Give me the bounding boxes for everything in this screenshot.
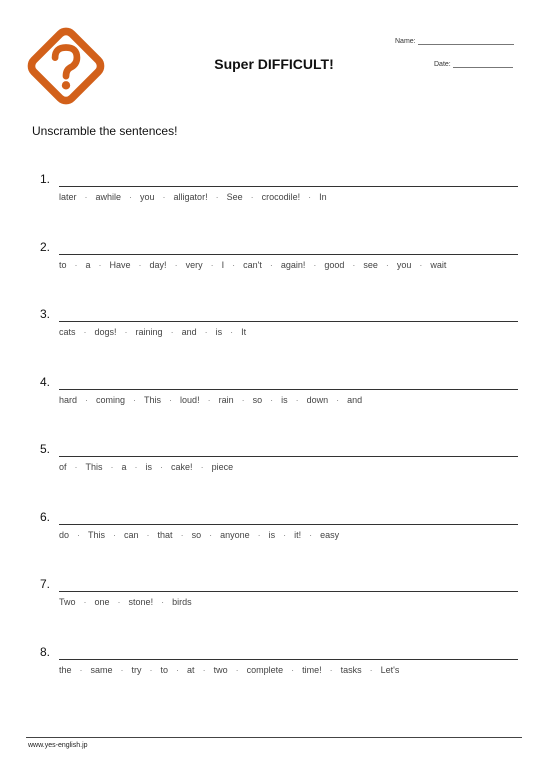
name-label: Name: (395, 38, 416, 45)
word-separator: · (117, 597, 121, 607)
scrambled-word: birds (172, 597, 192, 607)
date-field[interactable] (434, 61, 513, 68)
word-separator: · (385, 259, 389, 270)
scrambled-word: This (85, 462, 103, 472)
answer-line[interactable] (59, 456, 518, 457)
word-separator: · (209, 529, 213, 540)
instructions: Unscramble the sentences! (32, 124, 178, 138)
scrambled-words (59, 260, 446, 270)
word-separator: · (295, 394, 299, 405)
word-separator: · (291, 664, 295, 675)
scrambled-word: Let's (380, 664, 400, 675)
scrambled-word: good (324, 259, 345, 270)
word-separator: · (283, 529, 287, 540)
scrambled-word: so (252, 394, 263, 405)
scrambled-word: at (187, 664, 195, 675)
scrambled-word: can (124, 529, 139, 540)
scrambled-word: cats (59, 327, 76, 337)
word-separator: · (270, 394, 274, 405)
question-number: 8. (40, 644, 51, 659)
word-separator: · (170, 327, 174, 337)
word-separator: · (161, 597, 165, 607)
word-separator: · (215, 192, 219, 202)
scrambled-word: crocodile! (261, 192, 301, 202)
scrambled-word: is (281, 394, 288, 405)
footer-divider (26, 737, 522, 738)
word-separator: · (174, 259, 178, 270)
word-separator: · (241, 394, 245, 405)
answer-line[interactable] (59, 321, 518, 322)
scrambled-word: so (191, 529, 202, 540)
word-separator: · (134, 462, 138, 472)
answer-line[interactable] (59, 254, 518, 255)
word-separator: · (124, 327, 128, 337)
scrambled-word: hard (59, 394, 78, 405)
answer-line[interactable] (59, 186, 518, 187)
scrambled-word: anyone (220, 529, 250, 540)
name-line[interactable] (418, 44, 514, 45)
scrambled-words (59, 530, 339, 540)
scrambled-words (59, 395, 362, 405)
word-separator: · (329, 664, 333, 675)
word-separator: · (77, 529, 81, 540)
word-separator: · (202, 664, 206, 675)
scrambled-word: raining (135, 327, 163, 337)
word-separator: · (369, 664, 373, 675)
scrambled-word: loud! (180, 394, 200, 405)
word-separator: · (419, 259, 423, 270)
word-separator: · (257, 529, 261, 540)
word-separator: · (120, 664, 124, 675)
scrambled-word: two (213, 664, 228, 675)
scrambled-word: try (131, 664, 142, 675)
question-number: 3. (40, 307, 51, 321)
question-number: 5. (40, 442, 51, 456)
word-separator: · (207, 394, 211, 405)
word-separator: · (85, 394, 89, 405)
date-label: Date: (434, 61, 451, 68)
word-separator: · (146, 529, 150, 540)
question-number: 2. (40, 239, 51, 254)
scrambled-word: I (221, 259, 225, 270)
scrambled-word: a (121, 462, 127, 472)
word-separator: · (138, 259, 142, 270)
word-separator: · (160, 462, 164, 472)
scrambled-word: can't (243, 259, 262, 270)
scrambled-word: cake! (171, 462, 193, 472)
answer-line[interactable] (59, 591, 518, 592)
scrambled-word: It (241, 327, 247, 337)
word-separator: · (74, 259, 78, 270)
word-separator: · (230, 327, 234, 337)
scrambled-word: This (88, 529, 106, 540)
answer-line[interactable] (59, 389, 518, 390)
scrambled-word: and (347, 394, 363, 405)
scrambled-word: alligator! (173, 192, 208, 202)
word-separator: · (309, 529, 313, 540)
scrambled-word: the (59, 664, 72, 675)
word-separator: · (232, 259, 236, 270)
scrambled-word: you (140, 192, 155, 202)
question-number: 7. (40, 577, 51, 591)
name-field[interactable] (395, 38, 514, 45)
scrambled-word: is (268, 529, 276, 540)
scrambled-word: easy (320, 529, 340, 540)
scrambled-word: rain (218, 394, 234, 405)
scrambled-word: see (363, 259, 378, 270)
scrambled-words (59, 597, 192, 607)
scrambled-words (59, 327, 246, 337)
scrambled-word: very (185, 259, 203, 270)
scrambled-word: This (144, 394, 162, 405)
word-separator: · (110, 462, 114, 472)
scrambled-word: coming (96, 394, 126, 405)
scrambled-word: Have (109, 259, 131, 270)
scrambled-word: dogs! (94, 327, 117, 337)
word-separator: · (84, 192, 88, 202)
word-separator: · (308, 192, 312, 202)
word-separator: · (83, 597, 87, 607)
scrambled-word: is (145, 462, 153, 472)
scrambled-word: time! (302, 664, 322, 675)
word-separator: · (133, 394, 137, 405)
scrambled-word: same (90, 664, 113, 675)
scrambled-word: awhile (95, 192, 122, 202)
scrambled-word: to (160, 664, 169, 675)
question-number: 1. (40, 172, 51, 186)
scrambled-word: is (215, 327, 223, 337)
word-separator: · (200, 462, 204, 472)
scrambled-word: In (319, 192, 327, 202)
scrambled-word: one (94, 597, 110, 607)
answer-line[interactable] (59, 524, 518, 525)
scrambled-word: wait (430, 259, 447, 270)
question-number: 6. (40, 509, 51, 524)
word-separator: · (79, 664, 83, 675)
word-separator: · (313, 259, 317, 270)
scrambled-words (59, 192, 327, 202)
word-separator: · (98, 259, 102, 270)
scrambled-word: a (85, 259, 91, 270)
word-separator: · (149, 664, 153, 675)
word-separator: · (210, 259, 214, 270)
word-separator: · (113, 529, 117, 540)
scrambled-word: to (59, 259, 67, 270)
scrambled-word: again! (280, 259, 306, 270)
word-separator: · (352, 259, 356, 270)
scrambled-words (59, 665, 399, 675)
word-separator: · (83, 327, 87, 337)
word-separator: · (74, 462, 78, 472)
word-separator: · (269, 259, 273, 270)
word-separator: · (176, 664, 180, 675)
scrambled-word: Two (59, 597, 76, 607)
word-separator: · (250, 192, 254, 202)
word-separator: · (336, 394, 340, 405)
scrambled-word: of (59, 462, 67, 472)
word-separator: · (162, 192, 166, 202)
scrambled-word: down (306, 394, 329, 405)
scrambled-word: day! (149, 259, 167, 270)
word-separator: · (204, 327, 208, 337)
word-separator: · (129, 192, 133, 202)
date-line[interactable] (453, 67, 513, 68)
scrambled-word: it! (294, 529, 302, 540)
scrambled-word: See (226, 192, 243, 202)
word-separator: · (180, 529, 184, 540)
scrambled-word: that (157, 529, 173, 540)
question-number: 4. (40, 374, 51, 389)
scrambled-word: and (181, 327, 197, 337)
answer-line[interactable] (59, 659, 518, 660)
word-separator: · (169, 394, 173, 405)
word-separator: · (235, 664, 239, 675)
scrambled-word: stone! (128, 597, 154, 607)
footer-site: www.yes-english.jp (28, 742, 88, 749)
scrambled-word: later (59, 192, 77, 202)
scrambled-word: piece (211, 462, 234, 472)
scrambled-word: tasks (340, 664, 362, 675)
scrambled-word: you (396, 259, 412, 270)
scrambled-word: complete (246, 664, 284, 675)
scrambled-word: do (59, 529, 70, 540)
scrambled-words (59, 462, 233, 472)
page-title: Super DIFFICULT! (214, 56, 334, 72)
